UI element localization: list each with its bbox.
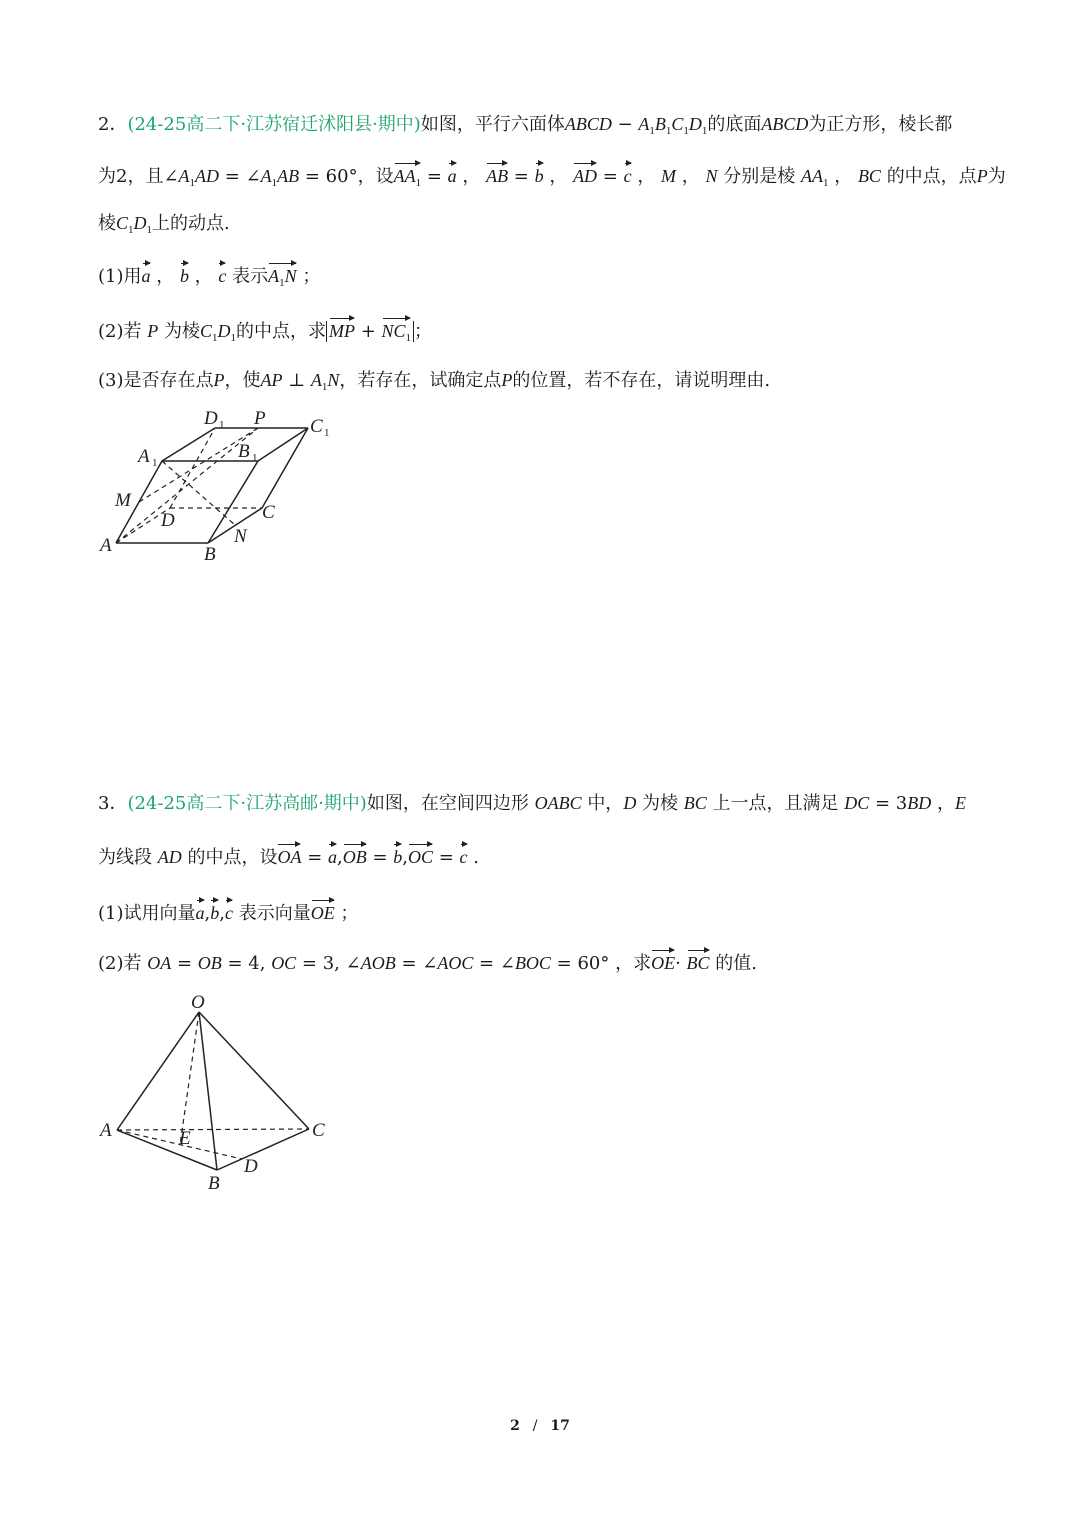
label-E: E bbox=[179, 1128, 191, 1149]
label-O: O bbox=[191, 992, 205, 1013]
label-C1-sub: 1 bbox=[324, 427, 330, 439]
problem3-question1: (1)试用向量a,b,c 表示向量OE ； bbox=[98, 898, 358, 926]
label-M: M bbox=[115, 490, 131, 511]
label-B1-sub: 1 bbox=[252, 452, 258, 464]
tetrahedron-figure bbox=[95, 990, 335, 1195]
label-D1-sub: 1 bbox=[219, 419, 225, 431]
page-number: 2 / 17 bbox=[510, 1418, 570, 1434]
label-B: B bbox=[208, 1173, 220, 1194]
problem3-question2: (2)若 OA = OB = 4, OC = 3, ∠AOB = ∠AOC = ∠BOC = 60° ，求OE· BC 的值. bbox=[98, 948, 757, 976]
problem3-line1: 3．(24-25高二下·江苏高邮·期中)如图，在空间四边形 OABC 中，D 为棱 BC 上一点，且满足 DC = 3BD ，E bbox=[98, 793, 966, 814]
problem2-line3: 棱$C_1D_1$上的动点. bbox=[98, 213, 230, 236]
problem2-question3: (3)是否存在点P，使AP ⊥ $A_1N$，若存在，试确定点P的位置，若不存在，请说明理由. bbox=[98, 370, 771, 393]
label-N: N bbox=[234, 526, 247, 547]
label-B1: B bbox=[238, 441, 250, 462]
problem3-source: (24-25高二下·江苏高邮·期中) bbox=[127, 793, 367, 814]
problem2-line1: 2．(24-25高二下·江苏宿迁沭阳县·期中)如图，平行六面体ABCD − $A_1B_1C_1D_1$的底面ABCD为正方形，棱长都 bbox=[98, 114, 953, 137]
problem2-source: (24-25高二下·江苏宿迁沭阳县·期中) bbox=[127, 114, 421, 135]
label-B: B bbox=[204, 544, 216, 565]
label-D: D bbox=[244, 1156, 258, 1177]
label-D1: D bbox=[204, 408, 218, 429]
label-A: A bbox=[100, 535, 112, 556]
label-C1: C bbox=[310, 416, 323, 437]
label-D: D bbox=[161, 510, 175, 531]
label-C: C bbox=[262, 502, 275, 523]
problem2-number: 2． bbox=[98, 114, 128, 135]
problem3-number: 3． bbox=[98, 793, 128, 814]
problem2-question1: (1)用a ， b ， c 表示$A_1N$ ； bbox=[98, 261, 320, 295]
problem3-line2: 为线段 AD 的中点，设OA = a,OB = b,OC = c . bbox=[98, 842, 479, 870]
label-P: P bbox=[254, 408, 266, 429]
parallelepiped-figure bbox=[90, 400, 350, 570]
label-A1: A bbox=[138, 446, 150, 467]
label-A1-sub: 1 bbox=[152, 457, 158, 469]
label-A: A bbox=[100, 1120, 112, 1141]
label-C: C bbox=[312, 1120, 325, 1141]
problem2-line2: 为2，且$\angle A_1AD$ = $\angle A_1AB = 60^\circ$，设$AA_1 = a$ ， AB = b ， AD = c ， M ， N 分别是棱 $AA_1$ ， BC 的中点，点P为 bbox=[98, 161, 1006, 195]
problem2-question2: (2)若 P 为棱$C_1D_1$的中点，求 MP + $NC_1$ ； bbox=[98, 316, 432, 350]
